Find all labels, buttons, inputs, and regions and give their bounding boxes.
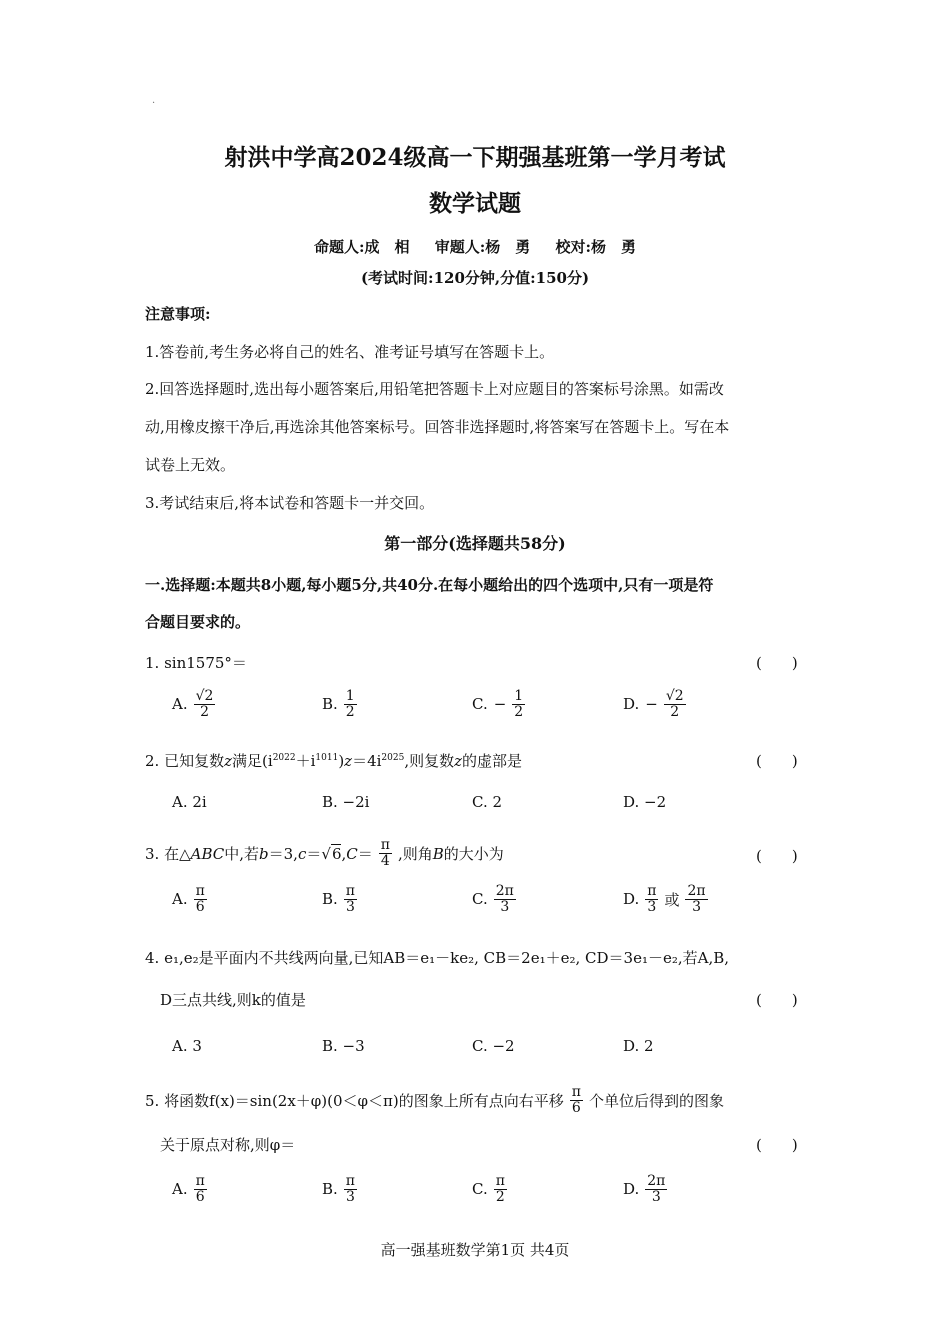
q3-option-c: C. $\frac{2\pi}{3}$ [472,883,514,915]
q2-option-d: D. −2 [623,793,667,811]
q4-option-c: C. −2 [472,1037,515,1055]
q3-option-a: A. $\frac{\pi}{6}$ [172,883,205,915]
q2-stem: 2. 已知复数z满足$(i^{2022}+i^{1011})z=4i^{2025}$,则复数z的虚部是 [145,752,523,770]
q5-stem-line-2: 关于原点对称,则φ＝ [160,1136,296,1154]
exam-title: 射洪中学高2024级高一下期强基班第一学月考试 [224,144,726,171]
q5-answer-paren: ( ) [756,1136,798,1154]
note-2-line-2: 动,用橡皮擦干净后,再选涂其他答案标号。回答非选择题时,将答案写在答题卡上。写在本 [145,418,730,436]
reviewer: 审题人:杨 勇 [434,238,531,256]
note-2-line-1: 2.回答选择题时,选出每小题答案后,用铅笔把答题卡上对应题目的答案标号涂黑。如需改 [145,380,724,398]
q2-option-a: A. 2i [172,793,207,811]
q5-option-a: A. $\frac{\pi}{6}$ [172,1173,205,1205]
proofreader: 校对:杨 勇 [555,238,637,256]
note-1: 1.答卷前,考生务必将自己的姓名、准考证号填写在答题卡上。 [145,343,555,361]
scan-dot: · [152,98,156,109]
note-3: 3.考试结束后,将本试卷和答题卡一并交回。 [145,494,435,512]
setter: 命题人:成 相 [313,238,410,256]
q1-answer-paren: ( ) [756,654,798,672]
q5-option-b: B. $\frac{\pi}{3}$ [322,1173,355,1205]
q2-answer-paren: ( ) [756,752,798,770]
q2-option-b: B. −2i [322,793,370,811]
q3-option-d: D. $\frac{\pi}{3}$ 或 $\frac{2\pi}{3}$ [623,883,706,915]
exam-time-info: (考试时间:120分钟,分值:150分) [360,269,590,287]
q3-stem: 3. 在△ABC中,若b＝3,c＝√6,C＝ $\frac{\pi}{4}$ ,则角B的大小为 [145,837,504,869]
author-line [0,236,950,257]
q5-option-d: D. $\frac{2\pi}{3}$ [623,1173,666,1205]
section-instruction-2: 合题目要求的。 [145,613,251,631]
q4-stem-line-2: D三点共线,则k的值是 [160,991,306,1009]
q3-answer-paren: ( ) [756,847,798,865]
q3-option-b: B. $\frac{\pi}{3}$ [322,883,355,915]
q2-option-c: C. 2 [472,793,503,811]
section-instruction-1: 一.选择题:本题共8小题,每小题5分,共40分.在每小题给出的四个选项中,只有一项是符 [145,576,714,594]
q1-stem: 1. sin1575°＝ [145,654,247,672]
note-2-line-3: 试卷上无效。 [145,456,236,474]
q4-option-b: B. −3 [322,1037,365,1055]
q1-option-d: D. − $\frac{√2}{2}$ [623,688,684,720]
section-title: 第一部分(选择题共58分) [384,534,566,553]
page-footer: 高一强基班数学第1页 共4页 [380,1241,570,1259]
q4-stem-line-1: 4. e₁,e₂是平面内不共线两向量,已知AB＝e₁－ke₂, CB＝2e₁＋e₂, CD＝3e₁－e₂,若A,B, [145,949,730,967]
q4-option-a: A. 3 [172,1037,202,1055]
notes-heading: 注意事项: [145,305,211,323]
q5-stem-line-1: 5. 将函数f(x)＝sin(2x＋φ)(0＜φ＜π)的图象上所有点向右平移 $\frac{\pi}{6}$ 个单位后得到的图象 [145,1084,724,1116]
q1-option-c: C. − $\frac{1}{2}$ [472,688,524,720]
subject-title: 数学试题 [429,190,521,217]
q1-option-a: A. $\frac{√2}{2}$ [172,688,214,720]
q1-option-b: B. $\frac{1}{2}$ [322,688,355,720]
q4-answer-paren: ( ) [756,991,798,1009]
q5-option-c: C. $\frac{\pi}{2}$ [472,1173,505,1205]
q4-option-d: D. 2 [623,1037,654,1055]
